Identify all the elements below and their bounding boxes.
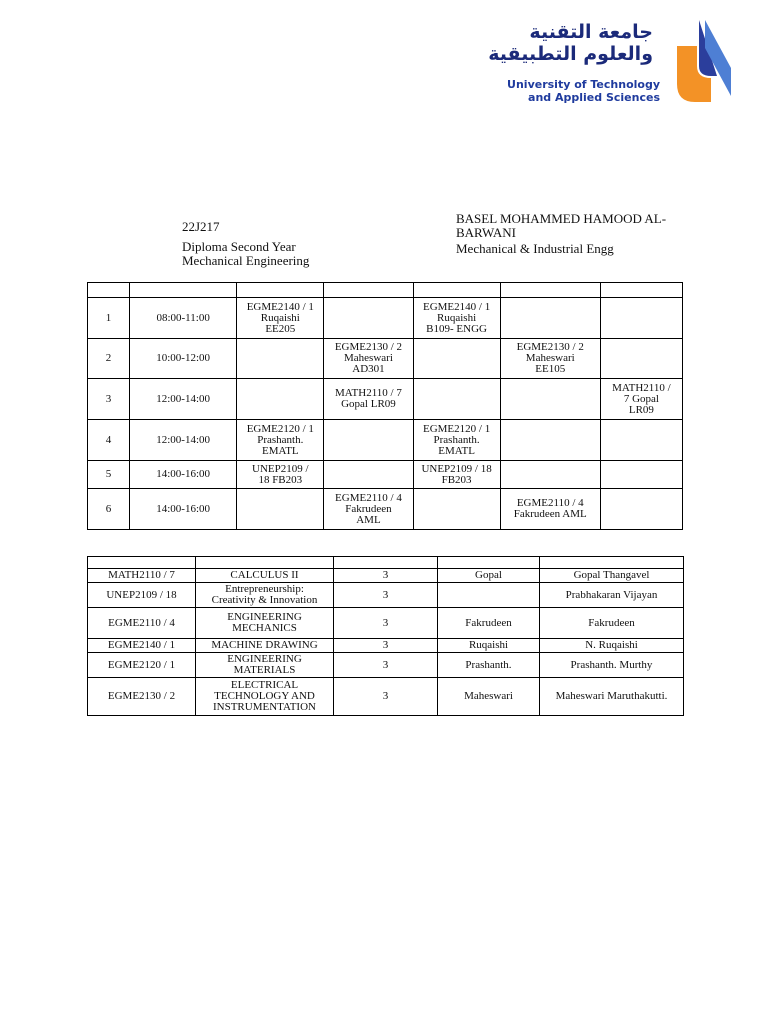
timetable-row-cell: EGME2120 / 1 Prashanth. EMATL [413, 420, 500, 461]
timetable-row-cell: 1 [88, 298, 130, 339]
timetable-row-cell: EGME2110 / 4 Fakrudeen AML [500, 489, 600, 530]
timetable-row-cell: 12:00-14:00 [130, 379, 237, 420]
header-cell [540, 557, 684, 569]
course-row-cell: Gopal Thangavel [540, 569, 684, 583]
timetable-row-cell [237, 379, 324, 420]
timetable-header-row [88, 283, 683, 298]
timetable-row-cell [500, 420, 600, 461]
timetable-row-cell: EGME2140 / 1 Ruqaishi B109- ENGG [413, 298, 500, 339]
timetable-row-cell [324, 420, 413, 461]
course-row-cell: Prashanth. Murthy [540, 653, 684, 678]
student-id: 22J217 [182, 219, 220, 234]
header-cell [600, 283, 682, 298]
timetable-row-cell [237, 489, 324, 530]
course-row-cell: Entrepreneurship: Creativity & Innovation [196, 583, 334, 608]
course-row-cell: Maheswari [438, 678, 540, 716]
timetable-row-cell [413, 379, 500, 420]
timetable-row-cell: UNEP2109 / 18 FB203 [237, 461, 324, 489]
timetable-row-cell: EGME2110 / 4 Fakrudeen AML [324, 489, 413, 530]
course-row-cell: 3 [334, 608, 438, 639]
header-cell [324, 283, 413, 298]
timetable-row-cell: MATH2110 / 7 Gopal LR09 [324, 379, 413, 420]
timetable-row-cell: MATH2110 / 7 Gopal LR09 [600, 379, 682, 420]
course-row [88, 653, 684, 678]
timetable-row [88, 420, 683, 461]
courses-header-row [88, 557, 684, 569]
student-info-left [182, 220, 309, 268]
header-cell [438, 557, 540, 569]
course-row-cell: MATH2110 / 7 [88, 569, 196, 583]
header-cell [88, 557, 196, 569]
course-row-cell: ELECTRICAL TECHNOLOGY AND INSTRUMENTATION [196, 678, 334, 716]
timetable-row [88, 339, 683, 379]
course-row-cell: 3 [334, 639, 438, 653]
timetable-row [88, 298, 683, 339]
course-row-cell: Prabhakaran Vijayan [540, 583, 684, 608]
header-cell [88, 283, 130, 298]
course-row-cell: UNEP2109 / 18 [88, 583, 196, 608]
header-cell [413, 283, 500, 298]
university-emblem-icon [671, 18, 735, 104]
course-row [88, 678, 684, 716]
course-row-cell: Maheswari Maruthakutti. [540, 678, 684, 716]
course-row-cell: ENGINEERING MECHANICS [196, 608, 334, 639]
timetable-row-cell [600, 489, 682, 530]
course-row-cell: Prashanth. [438, 653, 540, 678]
timetable-body [88, 283, 683, 530]
logo-english-line2: and Applied Sciences [528, 91, 660, 104]
course-list-table [87, 556, 684, 716]
course-row-cell: EGME2130 / 2 [88, 678, 196, 716]
course-row-cell [438, 583, 540, 608]
course-row-cell: CALCULUS II [196, 569, 334, 583]
timetable-row-cell [413, 339, 500, 379]
course-row-cell: Fakrudeen [540, 608, 684, 639]
timetable-row-cell: EGME2140 / 1 Ruqaishi EE205 [237, 298, 324, 339]
timetable-row-cell: 08:00-11:00 [130, 298, 237, 339]
course-row [88, 569, 684, 583]
course-row-cell: MACHINE DRAWING [196, 639, 334, 653]
timetable-row-cell: 10:00-12:00 [130, 339, 237, 379]
timetable-row-cell [600, 420, 682, 461]
timetable-row-cell: 12:00-14:00 [130, 420, 237, 461]
logo-arabic-line2: والعلوم التطبيقية [488, 43, 653, 65]
timetable-row-cell: EGME2130 / 2 Maheswari AD301 [324, 339, 413, 379]
timetable-row-cell: 3 [88, 379, 130, 420]
timetable-row-cell: UNEP2109 / 18 FB203 [413, 461, 500, 489]
header-cell [130, 283, 237, 298]
student-department: Mechanical & Industrial Engg [456, 241, 614, 256]
course-row-cell: Ruqaishi [438, 639, 540, 653]
program-year: Diploma Second Year [182, 239, 296, 254]
timetable-row-cell [500, 379, 600, 420]
timetable-row-cell [500, 461, 600, 489]
course-row-cell: ENGINEERING MATERIALS [196, 653, 334, 678]
course-row-cell: EGME2110 / 4 [88, 608, 196, 639]
timetable-row-cell: 6 [88, 489, 130, 530]
timetable-row-cell: 2 [88, 339, 130, 379]
course-row-cell: Fakrudeen [438, 608, 540, 639]
course-row-cell: Gopal [438, 569, 540, 583]
timetable-row [88, 379, 683, 420]
timetable-row-cell [413, 489, 500, 530]
header-cell [196, 557, 334, 569]
timetable-row-cell: 5 [88, 461, 130, 489]
course-row-cell: 3 [334, 678, 438, 716]
timetable-row-cell [324, 298, 413, 339]
timetable-row-cell: 14:00-16:00 [130, 489, 237, 530]
timetable-row-cell [600, 339, 682, 379]
student-info-right [456, 212, 696, 256]
course-row-cell: EGME2120 / 1 [88, 653, 196, 678]
timetable-row-cell [600, 461, 682, 489]
timetable-row [88, 461, 683, 489]
student-name: BASEL MOHAMMED HAMOOD AL-BARWANI [456, 211, 667, 240]
timetable-row-cell [500, 298, 600, 339]
course-row-cell: EGME2140 / 1 [88, 639, 196, 653]
timetable-row-cell [237, 339, 324, 379]
header-cell [334, 557, 438, 569]
timetable-row-cell: 4 [88, 420, 130, 461]
course-row-cell: 3 [334, 583, 438, 608]
courses-body [88, 557, 684, 716]
timetable-row [88, 489, 683, 530]
timetable-row-cell: EGME2130 / 2 Maheswari EE105 [500, 339, 600, 379]
weekly-timetable [87, 282, 683, 530]
timetable-row-cell: 14:00-16:00 [130, 461, 237, 489]
logo-english-line1: University of Technology [507, 78, 660, 91]
header-cell [237, 283, 324, 298]
program-name: Mechanical Engineering [182, 253, 310, 268]
timetable-row-cell: EGME2120 / 1 Prashanth. EMATL [237, 420, 324, 461]
course-row-cell: 3 [334, 653, 438, 678]
course-row [88, 608, 684, 639]
timetable-row-cell [600, 298, 682, 339]
header-cell [500, 283, 600, 298]
course-row [88, 583, 684, 608]
course-row-cell: N. Ruqaishi [540, 639, 684, 653]
logo-arabic-line1: جامعة التقنية [529, 21, 653, 43]
course-row-cell: 3 [334, 569, 438, 583]
timetable-row-cell [324, 461, 413, 489]
university-logo [488, 18, 735, 104]
course-row [88, 639, 684, 653]
